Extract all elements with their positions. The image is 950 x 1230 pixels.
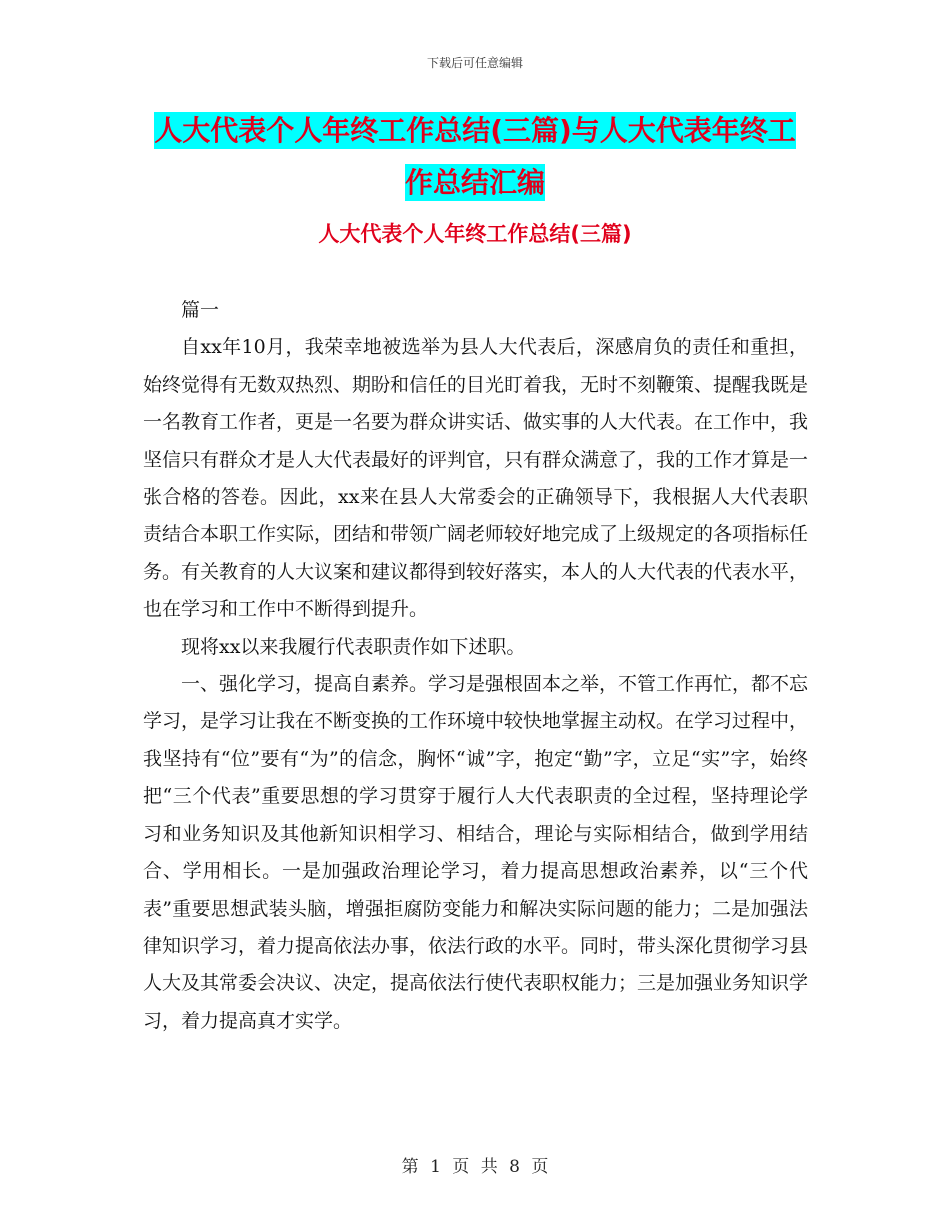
document-title-line2: 作总结汇编 (404, 166, 545, 199)
section-title: 人大代表个人年终工作总结(三篇) (318, 222, 632, 246)
page-number-footer: 第 1 页 共 8 页 (401, 1157, 549, 1177)
body-paragraph: 一、强化学习，提高自素养。学习是强根固本之举，不管工作再忙，都不忘学习，是学习让我在不断变换的工作环境中较快地掌握主动权。在学习过程中，我坚持有“位”要有“为”的信念，胸怀“诚”字，抱定“勤”字，立足“实”字，始终把“三个代表”重要思想的学习贯穿于履行人大代表职责的全过程，坚持理论学习和业务知识及其他新知识相学习、相结合，理论与实际相结合，做到学用结合、学用相长。一是加强政治理论学习，着力提高思想政治素养，以“三个代表”重要思想武装头脑，增强拒腐防变能力和解决实际问题的能力；二是加强法律知识学习，着力提高依法办事，依法行政的水平。同时，带头深化贯彻学习县人大及其常委会决议、决定，提高依法行使代表职权能力；三是加强业务知识学习，着力提高真才实学。 (143, 673, 809, 1032)
document-title-line1: 人大代表个人年终工作总结(三篇)与人大代表年终工 (154, 114, 796, 147)
body-paragraph: 现将xx以来我履行代表职责作如下述职。 (181, 635, 526, 658)
header-note: 下载后可任意编辑 (426, 56, 523, 70)
document-title (150, 105, 800, 209)
document-body (143, 292, 808, 1040)
section-heading: 篇一 (181, 299, 220, 321)
body-paragraph: 自xx年10月，我荣幸地被选举为县人大代表后，深感肩负的责任和重担，始终觉得有无数双热烈、期盼和信任的目光盯着我，无时不刻鞭策、提醒我既是一名教育工作者，更是一名要为群众讲实话、做实事的人大代表。在工作中，我坚信只有群众才是人大代表最好的评判官，只有群众满意了，我的工作才算是一张合格的答卷。因此，xx来在县人大常委会的正确领导下，我根据人大代表职责结合本职工作实际，团结和带领广阔老师较好地完成了上级规定的各项指标任务。有关教育的人大议案和建议都得到较好落实，本人的人大代表的代表水平，也在学习和工作中不断得到提升。 (143, 336, 809, 621)
